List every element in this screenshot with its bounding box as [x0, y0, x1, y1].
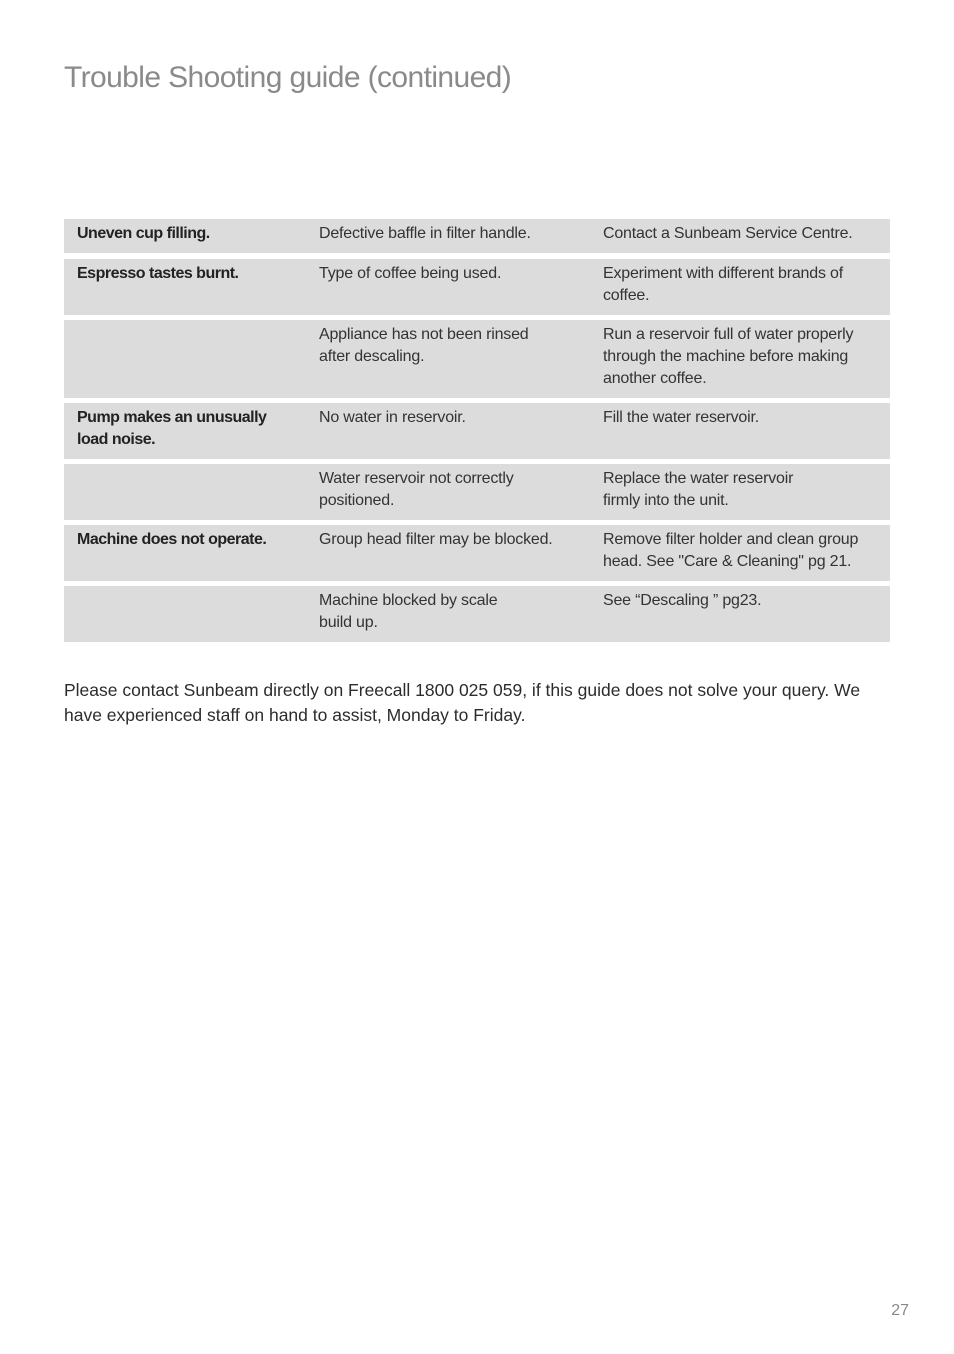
troubleshooting-table	[64, 219, 890, 647]
problem-cell: Pump makes an unusually load noise.	[77, 409, 267, 448]
problem-cell	[64, 324, 319, 390]
cause-cell: Defective baffle in filter handle.	[319, 225, 531, 242]
solution-cell: Experiment with different brands of coffee.	[603, 265, 843, 304]
solution-cell: Remove filter holder and clean group head. See "Care & Cleaning" pg 21.	[603, 531, 859, 570]
cause-cell: Machine blocked by scale build up.	[319, 592, 498, 631]
table-row	[64, 259, 890, 315]
problem-cell	[64, 590, 319, 634]
problem-cell	[64, 468, 319, 512]
table-row	[64, 525, 890, 581]
table-row	[64, 403, 890, 459]
solution-cell: Fill the water reservoir.	[603, 409, 759, 426]
solution-cell: Replace the water reservoir firmly into the unit.	[603, 470, 794, 509]
problem-cell: Uneven cup filling.	[77, 225, 210, 242]
solution-cell: Run a reservoir full of water properly through the machine before making another coffee.	[603, 326, 854, 387]
table-row	[64, 464, 890, 520]
page-number: 27	[891, 1302, 909, 1319]
solution-cell: Contact a Sunbeam Service Centre.	[603, 225, 853, 242]
table-row	[64, 320, 890, 398]
solution-cell: See “Descaling ” pg23.	[603, 592, 762, 609]
cause-cell: No water in reservoir.	[319, 409, 466, 426]
cause-cell: Appliance has not been rinsed after descaling.	[319, 326, 529, 365]
cause-cell: Water reservoir not correctly positioned.	[319, 470, 514, 509]
cause-cell: Group head filter may be blocked.	[319, 531, 553, 548]
contact-note: Please contact Sunbeam directly on Freecall 1800 025 059, if this guide does not solve your query. We have experienced staff on hand to assist, Monday to Friday.	[64, 680, 861, 725]
table-row	[64, 586, 890, 642]
problem-cell: Espresso tastes burnt.	[77, 265, 239, 282]
problem-cell: Machine does not operate.	[77, 531, 267, 548]
table-row	[64, 219, 890, 253]
page-title: Trouble Shooting guide (continued)	[64, 61, 512, 94]
cause-cell: Type of coffee being used.	[319, 265, 502, 282]
